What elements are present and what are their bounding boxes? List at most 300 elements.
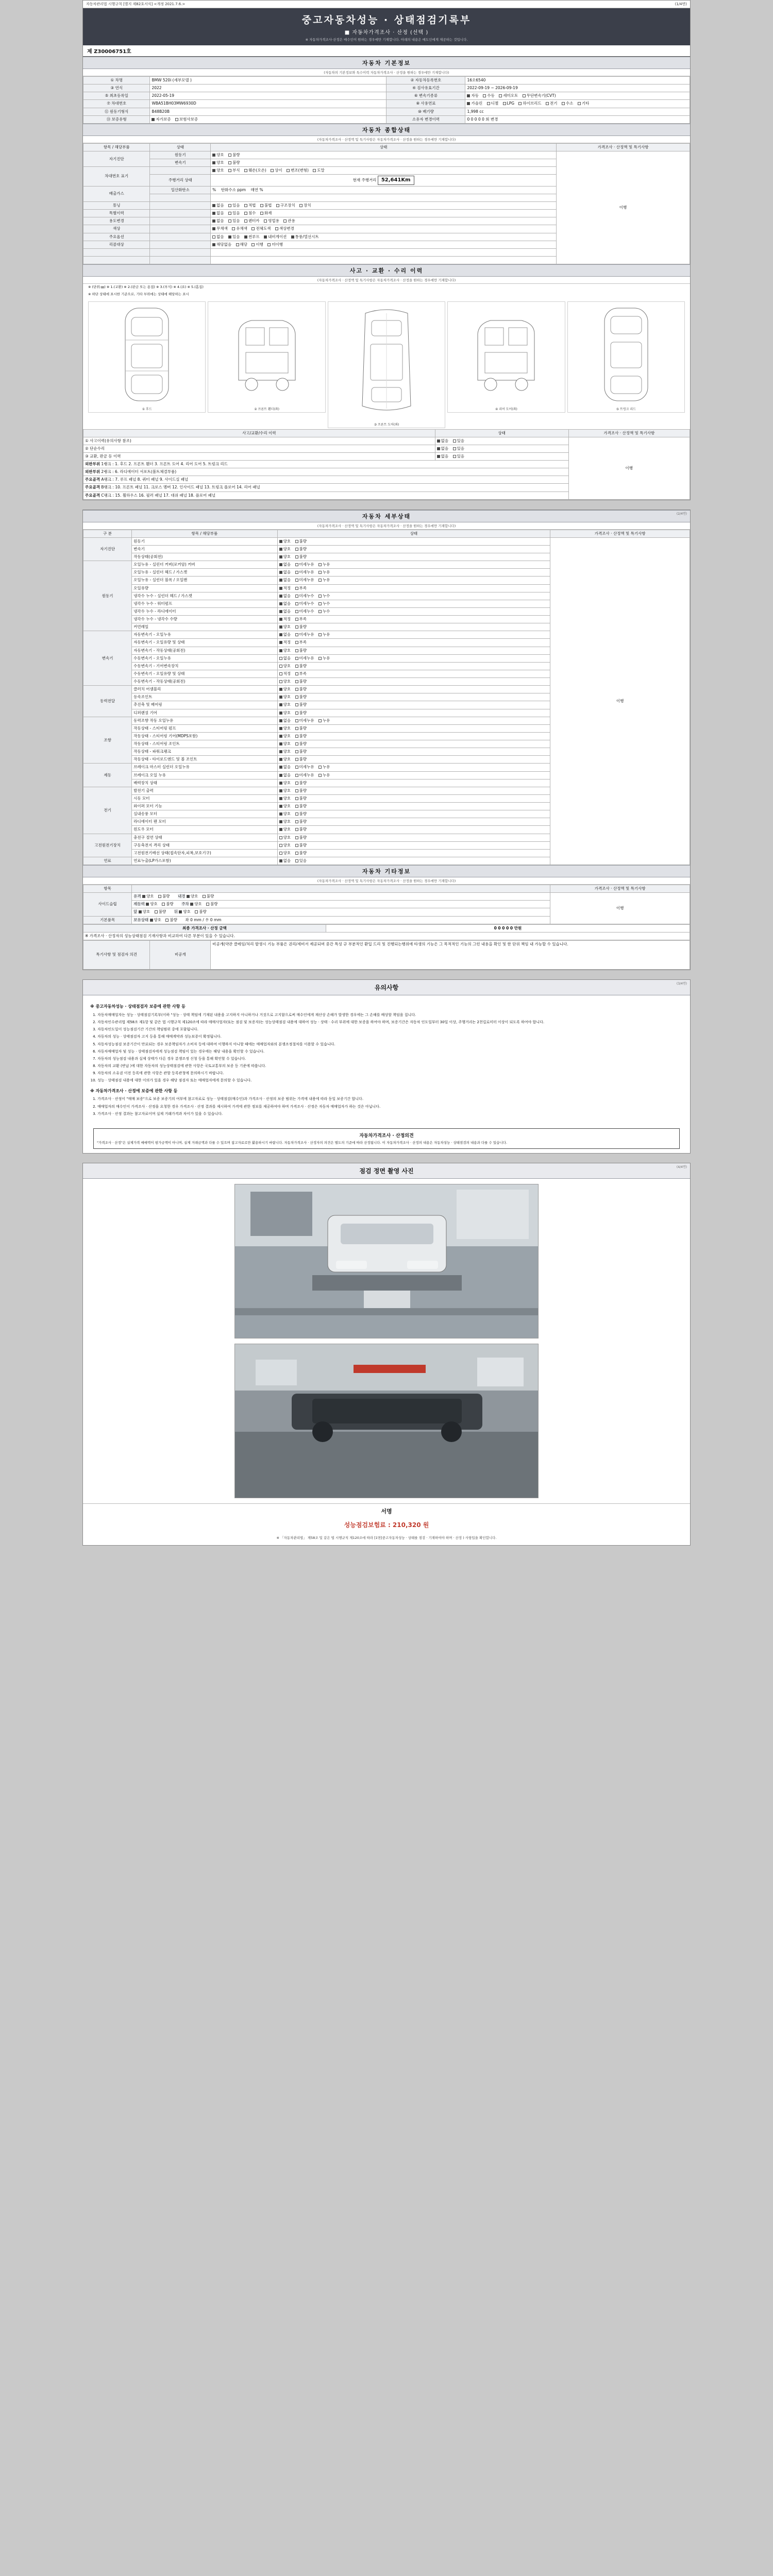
checkbox-parking-ok[interactable]: 양호	[190, 902, 202, 907]
checkbox-holding-bad[interactable]: 불량	[165, 918, 177, 923]
checkbox-usage-government[interactable]: 관용	[283, 218, 295, 224]
checkbox-leak[interactable]: 누유	[318, 632, 330, 637]
checkbox-leak[interactable]: 누유	[318, 562, 330, 567]
checkbox-ok[interactable]: 양호	[279, 741, 291, 747]
row-state-blank-2	[211, 256, 557, 264]
photo-section-title: 점검 정면 촬영 사진	[83, 1163, 690, 1179]
checkbox-bad[interactable]: 불량	[295, 781, 307, 786]
row-label-emission: 배출가스	[83, 186, 150, 201]
checkbox-accident-yes[interactable]: 있음	[453, 438, 465, 444]
checkbox-color-full-repaint[interactable]: 전체도색	[251, 226, 271, 231]
car-diagram-rear[interactable]	[567, 301, 685, 413]
checkbox-vin-corrosion[interactable]: 부식	[228, 168, 240, 173]
group-highvoltage: 고전원전기장치	[83, 834, 132, 857]
checkbox-ok[interactable]: 양호	[279, 843, 291, 848]
checkbox-ok[interactable]: 양호	[279, 664, 291, 669]
checkbox-ok[interactable]: 양호	[279, 804, 291, 809]
row-state-main-options	[211, 233, 557, 241]
checkbox-none[interactable]: 없음	[279, 578, 291, 583]
row-state-simple-repair	[435, 445, 568, 452]
document-number: 제 Z30006751호	[83, 45, 690, 57]
checkbox-bad[interactable]: 불량	[228, 160, 240, 165]
row-sub-blank-2	[150, 256, 211, 264]
checkbox-bad[interactable]: 불량	[295, 710, 307, 716]
row-state-color	[211, 225, 557, 233]
sub-label-parking: 주차	[181, 902, 189, 907]
page-number: (1/4면)	[675, 2, 687, 6]
checkbox-proper[interactable]: 적정	[279, 640, 291, 645]
special-notes-value: 비공개	[150, 940, 211, 969]
car-cap-3: ③ 프론트 도어(좌)	[374, 422, 399, 427]
checkbox-ok[interactable]: 양호	[212, 152, 224, 158]
checkbox-bad[interactable]: 불량	[295, 757, 307, 762]
state-16	[277, 662, 550, 670]
item-22: 디퍼렌셜 기어	[132, 709, 277, 717]
row-state-special-history	[211, 210, 557, 217]
checkbox-bad[interactable]: 불량	[295, 796, 307, 801]
notice-item: 3. 자동차인도일이 성능점검기간 기간의 책임범위 중에 포함됩니다.	[97, 1027, 683, 1032]
checkbox-low[interactable]: 부족	[295, 617, 307, 622]
page-2	[82, 510, 691, 970]
checkbox-fuel-etc[interactable]: 기타	[578, 101, 590, 106]
checkbox-leak[interactable]: 누수	[318, 594, 330, 599]
checkbox-ok[interactable]: 양호	[279, 710, 291, 716]
checkbox-ok[interactable]: 양호	[279, 796, 291, 801]
group-fuel: 연료	[83, 857, 132, 865]
accident-note-2: ※ 하단 상태에 표시한 기준으로, 기타 부위에는 상태에 해당하는 표시	[88, 292, 189, 296]
notice-item: 6. 자동차매매업자 및 성능 · 상태점검자에게 성능점검 책임이 있는 경우에는 해당 내용을 확인할 수 있습니다.	[97, 1049, 683, 1055]
emission-hc-label: 탄화수소	[221, 187, 236, 192]
item-38: 충전구 절연 상태	[132, 834, 277, 841]
checkbox-minor[interactable]: 미세누유	[295, 570, 314, 575]
checkbox-tuning-legal[interactable]: 적법	[244, 203, 256, 208]
checkbox-usage-yes[interactable]: 있음	[228, 218, 240, 224]
checkbox-ok[interactable]: 양호	[279, 554, 291, 560]
checkbox-bad[interactable]: 불량	[295, 827, 307, 832]
accident-note-1: ※ (단위:㎜) ※ 1.(교환) ※ 2.(판금 또는 용접) ※ 3.(부식) ※ 4.(요) ※ 5.(흠집)	[88, 285, 204, 290]
item-2: 작동상태(공회전)	[132, 553, 277, 561]
sub-label-inner: 내경	[177, 894, 186, 899]
checkbox-fuel-hydrogen[interactable]: 수소	[562, 101, 574, 106]
checkbox-ok[interactable]: 양호	[279, 648, 291, 653]
notice-heading-1: ※ 중고자동차성능 · 상태점검자 보증에 관한 사항 등	[90, 1004, 186, 1009]
checkbox-ok[interactable]: 양호	[279, 827, 291, 832]
checkbox-tuning-yes[interactable]: 있음	[228, 203, 240, 208]
checkbox-none[interactable]: 없음	[279, 773, 291, 778]
checkbox-usage-rental[interactable]: 렌터카	[244, 218, 260, 224]
row-sub-transmission: 변속기	[150, 159, 211, 167]
checkbox-ok[interactable]: 양호	[279, 819, 291, 824]
checkbox-bad[interactable]: 불량	[295, 788, 307, 793]
section-basic-info-note: (자동차의 기본정보와 특수이력 자동차가격조사 · 산정을 원하는 경우에만 기재합니다)	[83, 69, 690, 76]
checkbox-vin-damage[interactable]: 훼손(오손)	[244, 168, 266, 173]
checkbox-none[interactable]: 없음	[279, 594, 291, 599]
checkbox-low[interactable]: 부족	[295, 671, 307, 676]
state-14	[277, 647, 550, 654]
state-23	[277, 717, 550, 724]
checkbox-bad[interactable]: 불량	[228, 152, 240, 158]
checkbox-none[interactable]: 없음	[279, 609, 291, 614]
checkbox-bad[interactable]: 불량	[295, 851, 307, 856]
checkbox-leak[interactable]: 누유	[318, 656, 330, 661]
emission-hc-value: ppm	[237, 187, 246, 192]
state-36	[277, 818, 550, 826]
document-title-note: ※ 자동차가격조사·산정은 매수인이 원하는 경우에만 기재합니다. 아래의 내용은 매도인에게 제공하는 것입니다.	[305, 38, 468, 42]
checkbox-none[interactable]: 없음	[279, 858, 291, 863]
checkbox-fuel-lpg[interactable]: LPG	[503, 101, 515, 106]
item-13: 자동변속기 - 오일유량 및 상태	[132, 639, 277, 647]
item-12: 자동변속기 - 오일누유	[132, 631, 277, 639]
notice-body	[83, 995, 690, 1124]
checkbox-ok[interactable]: 양호	[212, 160, 224, 165]
state-19	[277, 686, 550, 693]
field-label-carname: ① 차명	[83, 77, 150, 84]
state-37	[277, 826, 550, 834]
checkbox-leak[interactable]: 누수	[318, 609, 330, 614]
field-value-fuel	[465, 100, 690, 108]
checkbox-rear-tire-ok[interactable]: 양호	[179, 909, 191, 914]
field-value-vin: WBA51BH03MW6930D	[150, 100, 386, 108]
item-35: 실내송풍 모터	[132, 810, 277, 818]
section-basic-info-bar: 자동차 기본정보	[83, 57, 690, 69]
state-26	[277, 740, 550, 748]
overall-state-table	[83, 143, 690, 264]
checkbox-minor[interactable]: 미세누유	[295, 632, 314, 637]
checkbox-recall-applicable[interactable]: 해당	[236, 242, 248, 247]
checkbox-leak[interactable]: 누유	[318, 718, 330, 723]
micro-header	[83, 1, 690, 8]
field-label-warranty: ⑬ 보증유형	[83, 115, 150, 123]
row-state-tuning	[211, 202, 557, 210]
checkbox-ok[interactable]: 양호	[279, 788, 291, 793]
checkbox-front-tire-ok[interactable]: 양호	[139, 909, 150, 914]
checkbox-leak[interactable]: 누유	[318, 578, 330, 583]
checkbox-minor[interactable]: 미세누수	[295, 609, 314, 614]
group-engine: 원동기	[83, 561, 132, 631]
checkbox-simple-none[interactable]: 없음	[437, 446, 449, 451]
checkbox-bad[interactable]: 불량	[295, 694, 307, 700]
row-state-selfdiag-trans	[211, 159, 557, 167]
checkbox-bad[interactable]: 불량	[295, 835, 307, 840]
checkbox-proper[interactable]: 적정	[279, 586, 291, 591]
group-electric: 전기	[83, 787, 132, 834]
checkbox-trans-cvt[interactable]: 무단변속기(CVT)	[523, 93, 556, 98]
row-label-blank-1	[83, 248, 150, 256]
row-state-emission2	[211, 194, 557, 201]
checkbox-bad[interactable]: 불량	[295, 554, 307, 560]
inspection-photo-underbody[interactable]	[234, 1344, 539, 1498]
state-35	[277, 810, 550, 818]
car-side-right-outline-icon	[467, 303, 545, 406]
checkbox-none[interactable]: 없음	[279, 656, 291, 661]
note-cell-overall-1: 이행	[557, 151, 690, 264]
row-state-emission	[211, 186, 557, 194]
row-label-usage-change: 용도변경	[83, 217, 150, 225]
checkbox-holding-ok[interactable]: 양호	[150, 918, 162, 923]
checkbox-fuel-ev[interactable]: 전기	[546, 101, 558, 106]
checkbox-ok[interactable]: 양호	[279, 781, 291, 786]
checkbox-bad[interactable]: 불량	[295, 539, 307, 544]
checkbox-special-flood[interactable]: 침수	[244, 211, 256, 216]
checkbox-ok[interactable]: 양호	[279, 687, 291, 692]
col-header-detail-item: 항목 / 해당부품	[132, 530, 277, 537]
item-28: 작동상태 - 타이로드엔드 및 볼 조인트	[132, 756, 277, 764]
checkbox-ok[interactable]: 양호	[279, 539, 291, 544]
car-rear-outline-icon	[595, 303, 657, 406]
checkbox-ok[interactable]: 양호	[279, 702, 291, 707]
checkbox-bad[interactable]: 불량	[295, 624, 307, 630]
checkbox-bad[interactable]: 불량	[295, 726, 307, 731]
checkbox-ok[interactable]: 양호	[279, 811, 291, 817]
final-price-note: ※ 가격조사 · 산정자의 성능상태점검 기재사항과 비교하여 다른 부분이 있을 수 있습니다.	[83, 932, 690, 940]
checkbox-bad[interactable]: 불량	[295, 679, 307, 684]
car-diagram-left[interactable]	[208, 301, 325, 413]
checkbox-none[interactable]: 없음	[279, 570, 291, 575]
emission-co-value: %	[212, 187, 216, 192]
checkbox-none[interactable]: 없음	[279, 562, 291, 567]
checkbox-low[interactable]: 부족	[295, 640, 307, 645]
state-22	[277, 709, 550, 717]
sideslip-value: 좌 0 mm / 우 0 mm	[185, 917, 222, 922]
final-price-label: 최종 가격조사 · 산정 금액	[83, 924, 326, 932]
checkbox-proper[interactable]: 적정	[279, 617, 291, 622]
checkbox-simple-yes[interactable]: 있음	[453, 446, 465, 451]
field-label-engine-type: ⑪ 원동기형식	[83, 108, 150, 115]
row-sideslip-1	[132, 893, 550, 901]
checkbox-recall-na[interactable]: 해당없음	[212, 242, 231, 247]
group-selfdiag: 자기진단	[83, 537, 132, 561]
row-label-blank-2	[83, 256, 150, 264]
field-label-inspection-period: ④ 검사유효기간	[386, 84, 465, 92]
checkbox-color-achromatic[interactable]: 무채색	[212, 226, 228, 231]
checkbox-bad[interactable]: 불량	[295, 648, 307, 653]
checkbox-minor[interactable]: 미세누유	[295, 578, 314, 583]
checkbox-special-fire[interactable]: 화재	[260, 211, 272, 216]
notice-list-2	[97, 1096, 683, 1117]
car-diagram-right[interactable]	[447, 301, 565, 413]
checkbox-parking-bad[interactable]: 불량	[206, 902, 218, 907]
checkbox-ok[interactable]: 양호	[279, 624, 291, 630]
checkbox-leak[interactable]: 누유	[318, 570, 330, 575]
checkbox-option-yes[interactable]: 있음	[228, 234, 240, 240]
col-header-detail-group: 구 분	[83, 530, 132, 537]
checkbox-minor[interactable]: 미세누유	[295, 656, 314, 661]
checkbox-ok[interactable]: 양호	[279, 851, 291, 856]
notice-item: 1. 자동차매매업자는 성능 · 상태점검기록부(이하 "성능 · 상태 책임에 기재된 내용을 고지하지 아니하거나 거짓으로 고지함으로써 매수인에게 재산상 손해가 발생한 경우에는 그 손해를 배상할 책임을 집니다.	[97, 1012, 683, 1018]
checkbox-color-changed[interactable]: 색상변경	[275, 226, 294, 231]
checkbox-accident-none[interactable]: 없음	[437, 438, 449, 444]
field-value-owner-change: 0 0 0 0 0 회 변경	[465, 115, 690, 123]
checkbox-vin-different[interactable]: 상이	[271, 168, 282, 173]
group-transmission: 변속기	[83, 631, 132, 686]
checkbox-trans-semi[interactable]: 세미오토	[499, 93, 518, 98]
checkbox-recall-done[interactable]: 이행	[251, 242, 263, 247]
checkbox-low[interactable]: 부족	[295, 586, 307, 591]
item-31: 배력장치 상태	[132, 779, 277, 787]
field-value-platenumber: 16오6540	[465, 77, 690, 84]
checkbox-brake-ok[interactable]: 양호	[146, 902, 158, 907]
field-label-owner-change: 소유자 변경이력	[386, 115, 465, 123]
checkbox-leak[interactable]: 누유	[318, 773, 330, 778]
checkbox-inner-ok[interactable]: 양호	[187, 894, 198, 899]
checkbox-ok[interactable]: 양호	[279, 757, 291, 762]
group-braking: 제동	[83, 764, 132, 787]
checkbox-bad[interactable]: 불량	[295, 819, 307, 824]
row-sub-recall	[150, 241, 211, 248]
state-32	[277, 787, 550, 794]
checkbox-ok[interactable]: 양호	[279, 547, 291, 552]
row-state-recall	[211, 241, 557, 248]
checkbox-bad[interactable]: 불량	[295, 749, 307, 754]
checkbox-leak[interactable]: 누유	[318, 765, 330, 770]
checkbox-bad[interactable]: 불량	[295, 804, 307, 809]
row-sub-emission2	[150, 194, 211, 201]
car-top-outline-icon	[353, 303, 420, 421]
state-17	[277, 670, 550, 677]
checkbox-trans-auto[interactable]: 자동	[467, 93, 479, 98]
checkbox-option-navigation[interactable]: 내비게이션	[264, 234, 287, 240]
checkbox-minor[interactable]: 미세누수	[295, 594, 314, 599]
checkbox-fuel-hybrid[interactable]: 하이브리드	[518, 101, 541, 106]
item-15: 수동변속기 - 오일누유	[132, 654, 277, 662]
col-header-sub: 상태	[150, 143, 211, 151]
checkbox-minor[interactable]: 미세누유	[295, 773, 314, 778]
checkbox-bad[interactable]: 불량	[295, 687, 307, 692]
item-37: 윈도우 모터	[132, 826, 277, 834]
group-sideslip: 사이드슬립	[83, 893, 132, 916]
checkbox-ok[interactable]: 양호	[279, 726, 291, 731]
state-15	[277, 654, 550, 662]
checkbox-bad[interactable]: 불량	[295, 547, 307, 552]
car-diagram-top[interactable]	[328, 301, 445, 428]
checkbox-bad[interactable]: 불량	[295, 702, 307, 707]
checkbox-ok[interactable]: 양호	[279, 749, 291, 754]
checkbox-special-none[interactable]: 없음	[212, 211, 224, 216]
special-notes-label: 특기사항 및 점검자 의견	[83, 940, 150, 969]
notice-item: 10. 성능 · 상태점검 내용에 대한 이의가 있을 경우 해당 점검자 또는 매매업자에게 문의할 수 있습니다.	[97, 1078, 683, 1083]
checkbox-bad[interactable]: 불량	[295, 811, 307, 817]
checkbox-usage-commercial[interactable]: 영업용	[264, 218, 279, 224]
item-34: 와이퍼 모터 기능	[132, 803, 277, 810]
row-state-exchange	[435, 452, 568, 460]
col-header-detail-note: 가격조사 · 산정액 및 특기사항	[550, 530, 690, 537]
checkbox-ok[interactable]: 양호	[279, 694, 291, 700]
checkbox-exchange-yes[interactable]: 있음	[453, 454, 465, 459]
checkbox-ok[interactable]: 양호	[279, 679, 291, 684]
item-39: 구동축전지 격리 상태	[132, 841, 277, 849]
checkbox-minor[interactable]: 미세누유	[295, 718, 314, 723]
page-number-4: (4/4면)	[676, 1165, 687, 1170]
car-diagram-area	[83, 298, 690, 429]
document-title: 중고자동차성능 · 상태점검기록부	[301, 14, 472, 26]
checkbox-option-none[interactable]: 없음	[212, 234, 224, 240]
checkbox-vin-ok[interactable]: 양호	[212, 168, 224, 173]
final-price-table	[83, 924, 690, 940]
checkbox-ok[interactable]: 양호	[279, 734, 291, 739]
checkbox-special-yes[interactable]: 있음	[228, 211, 240, 216]
section-other-note: (자동차가격조사 · 산정액 및 특기사항은 자동차가격조사 · 산정을 원하는 경우에만 기재합니다)	[83, 877, 690, 885]
checkbox-tuning-structure[interactable]: 구조장치	[276, 203, 295, 208]
state-10	[277, 616, 550, 623]
checkbox-option-sunroof[interactable]: 썬루프	[244, 234, 260, 240]
checkbox-bad[interactable]: 불량	[295, 843, 307, 848]
checkbox-none[interactable]: 없음	[279, 601, 291, 606]
checkbox-trans-manual[interactable]: 수동	[483, 93, 495, 98]
checkbox-vin-erased[interactable]: 도말	[313, 168, 325, 173]
special-notes-table	[83, 940, 690, 970]
checkbox-minor[interactable]: 미세누유	[295, 765, 314, 770]
note-cell-other: 이행	[550, 893, 690, 924]
checkbox-warranty-self[interactable]: 자가보증	[152, 117, 171, 122]
notice-title: 유의사항	[83, 980, 690, 995]
field-value-transmission	[465, 92, 690, 100]
checkbox-vin-altered[interactable]: 변조(변형)	[287, 168, 309, 173]
checkbox-none[interactable]: 없음	[279, 718, 291, 723]
checkbox-none[interactable]: 없음	[279, 632, 291, 637]
checkbox-inner-bad[interactable]: 불량	[203, 894, 214, 899]
checkbox-ok[interactable]: 양호	[279, 835, 291, 840]
row-label-special-history: 특별이력	[83, 210, 150, 217]
group-basic-items: 기본품목	[83, 916, 132, 924]
checkbox-usage-none[interactable]: 없음	[212, 218, 224, 224]
checkbox-minor[interactable]: 미세누유	[295, 562, 314, 567]
checkbox-proper[interactable]: 적정	[279, 671, 291, 676]
checkbox-leak[interactable]: 누수	[318, 601, 330, 606]
item-16: 수동변속기 - 기어변속장치	[132, 662, 277, 670]
checkbox-warranty-insurance[interactable]: 보험사보증	[175, 117, 198, 122]
checkbox-tuning-illegal[interactable]: 불법	[260, 203, 272, 208]
section-overall-note: (자동차가격조사 · 산정액 및 특기사항은 자동차가격조사 · 산정을 원하는 경우에만 기재합니다)	[83, 136, 690, 143]
checkbox-exchange-none[interactable]: 없음	[437, 454, 449, 459]
checkbox-tuning-device[interactable]: 장치	[299, 203, 311, 208]
checkbox-yes[interactable]: 있음	[295, 858, 307, 863]
signature-row: 서명	[83, 1503, 690, 1518]
price-opinion-title: 자동차가격조사 · 산정의견	[359, 1133, 414, 1139]
checkbox-recall-not-done[interactable]: 미이행	[267, 242, 283, 247]
workshop-front-photo	[235, 1184, 539, 1338]
item-32: 발전기 출력	[132, 787, 277, 794]
state-24	[277, 724, 550, 732]
inspection-photo-front[interactable]	[234, 1184, 539, 1338]
checkbox-rear-tire-bad[interactable]: 불량	[195, 909, 207, 914]
checkbox-play-bad[interactable]: 불량	[158, 894, 170, 899]
item-20: 등속조인트	[132, 693, 277, 701]
checkbox-tuning-none[interactable]: 없음	[212, 203, 224, 208]
row-state-accident-history	[435, 437, 568, 445]
car-diagram-front[interactable]	[88, 301, 206, 413]
checkbox-bad[interactable]: 불량	[295, 741, 307, 747]
checkbox-bad[interactable]: 불량	[295, 734, 307, 739]
item-41: 연료누출(LP가스포함)	[132, 857, 277, 865]
checkbox-bad[interactable]: 불량	[295, 664, 307, 669]
checkbox-minor[interactable]: 미세누수	[295, 601, 314, 606]
checkbox-front-tire-bad[interactable]: 불량	[155, 909, 166, 914]
row-label-accident-history: ① 사고이력(유의사항 참조)	[83, 437, 435, 445]
checkbox-none[interactable]: 없음	[279, 765, 291, 770]
col-header-accident-state: 상태	[435, 429, 568, 437]
checkbox-option-seats[interactable]: 통풍/열선시트	[291, 234, 319, 240]
checkbox-color-chromatic[interactable]: 유채색	[232, 226, 247, 231]
checkbox-play-ok[interactable]: 양호	[142, 894, 154, 899]
checkbox-fuel-diesel[interactable]: 디젤	[487, 101, 499, 106]
inspection-fee: 성능점검보험료 : 210,320 원	[344, 1521, 429, 1529]
car-side-left-outline-icon	[228, 303, 306, 406]
row-label-recall: 리콜대상	[83, 241, 150, 248]
state-7	[277, 592, 550, 600]
checkbox-fuel-gasoline[interactable]: 가솔린	[467, 101, 482, 106]
state-29	[277, 764, 550, 771]
checkbox-brake-bad[interactable]: 불량	[162, 902, 174, 907]
